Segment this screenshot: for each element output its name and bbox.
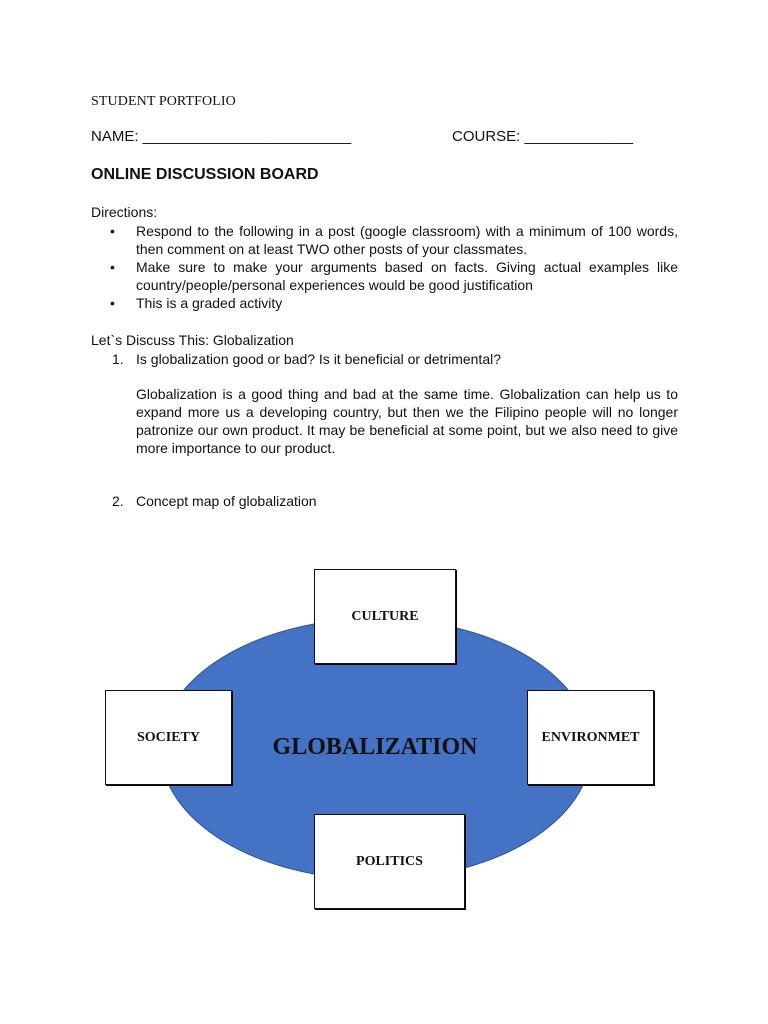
bullet-icon: • bbox=[110, 259, 115, 275]
directions-list bbox=[110, 222, 678, 312]
concept-node-culture bbox=[314, 569, 456, 664]
question-2 bbox=[0, 492, 768, 510]
node-label: ENVIRONMET bbox=[541, 729, 640, 745]
concept-node-politics bbox=[314, 814, 465, 909]
answer-paragraph: Globalization is a good thing and bad at the same time. Globalization can help us to expand more us a developing country, but then we the Filipino people will no longer patronize our own product. It may be beneficial at some point, but we also need to give more importance to our product. bbox=[136, 386, 678, 456]
bullet-icon: • bbox=[110, 223, 115, 239]
name-field-line: NAME: _________________________ bbox=[91, 128, 352, 145]
page-title: ONLINE DISCUSSION BOARD bbox=[91, 166, 319, 183]
concept-node-society bbox=[105, 690, 232, 785]
course-field-line: COURSE: _____________ bbox=[452, 128, 633, 145]
direction-text: Respond to the following in a post (google classroom) with a minimum of 100 words, then comment on at least TWO other posts of your classmates. bbox=[136, 223, 678, 257]
node-label: CULTURE bbox=[351, 608, 419, 624]
discussion-label: Let`s Discuss This: Globalization bbox=[91, 332, 294, 348]
portfolio-label: STUDENT PORTFOLIO bbox=[91, 94, 236, 109]
question-text: Is globalization good or bad? Is it beneficial or detrimental? bbox=[136, 351, 501, 367]
concept-node-environment bbox=[527, 690, 654, 785]
question-1 bbox=[0, 350, 768, 368]
question-number: 2. bbox=[112, 493, 124, 509]
question-number: 1. bbox=[112, 351, 124, 367]
directions-label: Directions: bbox=[91, 204, 158, 220]
list-item bbox=[110, 294, 678, 312]
question-text: Concept map of globalization bbox=[136, 493, 317, 509]
node-label: POLITICS bbox=[356, 853, 423, 869]
list-item bbox=[110, 222, 678, 258]
direction-text: Make sure to make your arguments based on facts. Giving actual examples like country/people/personal experiences would be good justification bbox=[136, 259, 678, 293]
list-item bbox=[110, 258, 678, 294]
direction-text: This is a graded activity bbox=[136, 295, 283, 311]
concept-map-center-label: GLOBALIZATION bbox=[272, 734, 478, 760]
node-label: SOCIETY bbox=[136, 729, 201, 745]
bullet-icon: • bbox=[110, 295, 115, 311]
